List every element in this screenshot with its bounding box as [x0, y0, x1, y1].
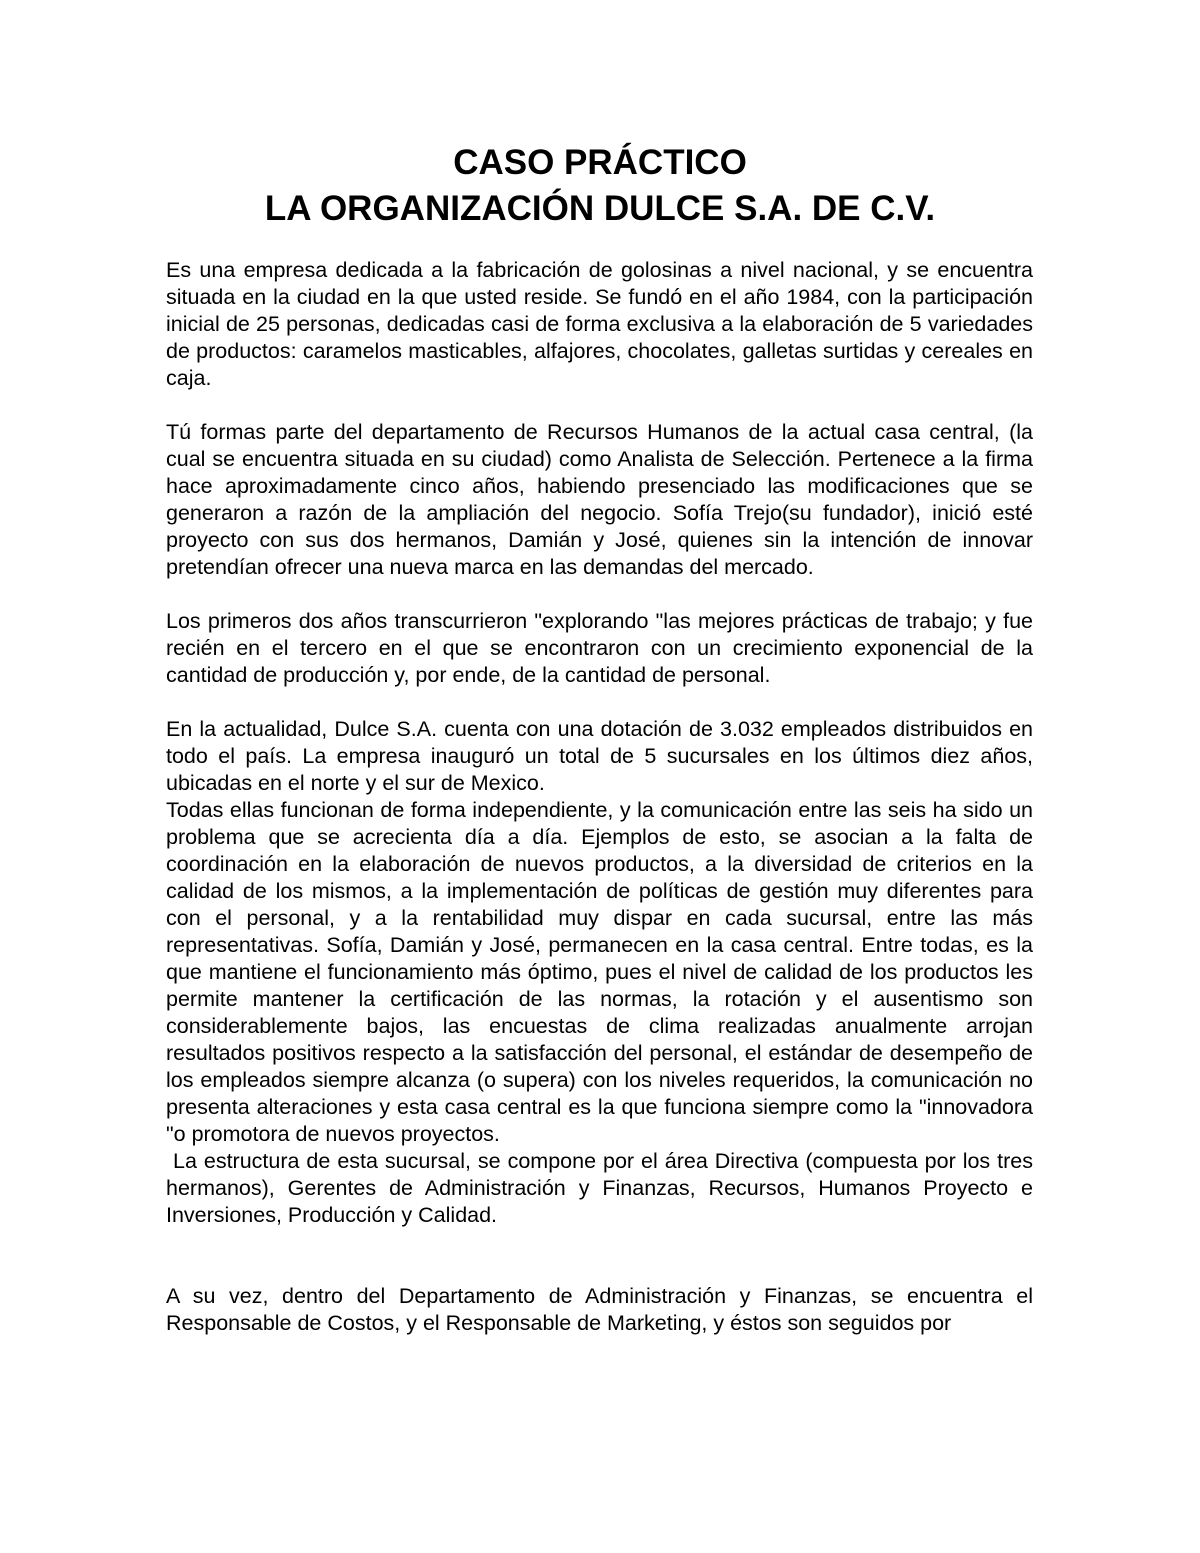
document-body [166, 257, 1039, 1337]
title-line-1: CASO PRÁCTICO [453, 143, 747, 182]
paragraph-structure: La estructura de esta sucursal, se compone por el área Directiva (compuesta por los tres hermanos), Gerentes de Administración y Finanzas, Recursos, Humanos Proyecto e Inversiones, Producción y Calidad. [166, 1149, 1039, 1227]
paragraph-current: En la actualidad, Dulce S.A. cuenta con una dotación de 3.032 empleados distribuidos en todo el país. La empresa inauguró un total de 5 sucursales en los últimos diez años, ubicadas en el norte y el sur de Mexico. [166, 717, 1033, 795]
document-title [0, 140, 1200, 232]
paragraph-branches: Todas ellas funcionan de forma independiente, y la comunicación entre las seis ha sido un problema que se acrecienta día a día. Ejemplos de esto, se asocian a la falta de coordinación en la elaboración de nuevos productos, a la diversidad de criterios en la calidad de los mismos, a la implementación de políticas de gestión muy diferentes para con el personal, y a la rentabilidad muy dispar en cada sucursal, entre las más representativas. Sofía, Damián y José, permanecen en la casa central. Entre todas, es la que mantiene el funcionamiento más óptimo, pues el nivel de calidad de los productos les permite mantener la certificación de las normas, la rotación y el ausentismo son considerablemente bajos, las encuestas de clima realizadas anualmente arrojan resultados positivos respecto a la satisfacción del personal, el estándar de desempeño de los empleados siempre alcanza (o supera) con los niveles requeridos, la comunicación no presenta alteraciones y esta casa central es la que funciona siempre como la "innovadora "o promotora de nuevos proyectos. [166, 798, 1039, 1146]
paragraph-early-years: Los primeros dos años transcurrieron "explorando "las mejores prácticas de trabajo; y fue recién en el tercero en el que se encontraron con un crecimiento exponencial de la cantidad de producción y, por ende, de la cantidad de personal. [166, 609, 1033, 687]
paragraph-finance-dept: A su vez, dentro del Departamento de Administración y Finanzas, se encuentra el Responsable de Costos, y el Responsable de Marketing, y éstos son seguidos por [166, 1284, 1033, 1335]
paragraph-role: Tú formas parte del departamento de Recursos Humanos de la actual casa central, (la cual se encuentra situada en su ciudad) como Analista de Selección. Pertenece a la firma hace aproximadamente cinco años, habiendo presenciado las modificaciones que se generaron a razón de la ampliación del negocio. Sofía Trejo(su fundador), inició esté proyecto con sus dos hermanos, Damián y José, quienes sin la intención de innovar pretendían ofrecer una nueva marca en las demandas del mercado. [166, 420, 1033, 579]
paragraph-intro: Es una empresa dedicada a la fabricación de golosinas a nivel nacional, y se encuentra situada en la ciudad en la que usted reside. Se fundó en el año 1984, con la participación inicial de 25 personas, dedicadas casi de forma exclusiva a la elaboración de 5 variedades de productos: caramelos masticables, alfajores, chocolates, galletas surtidas y cereales en caja. [166, 258, 1033, 390]
title-line-2: LA ORGANIZACIÓN DULCE S.A. DE C.V. [264, 189, 936, 228]
